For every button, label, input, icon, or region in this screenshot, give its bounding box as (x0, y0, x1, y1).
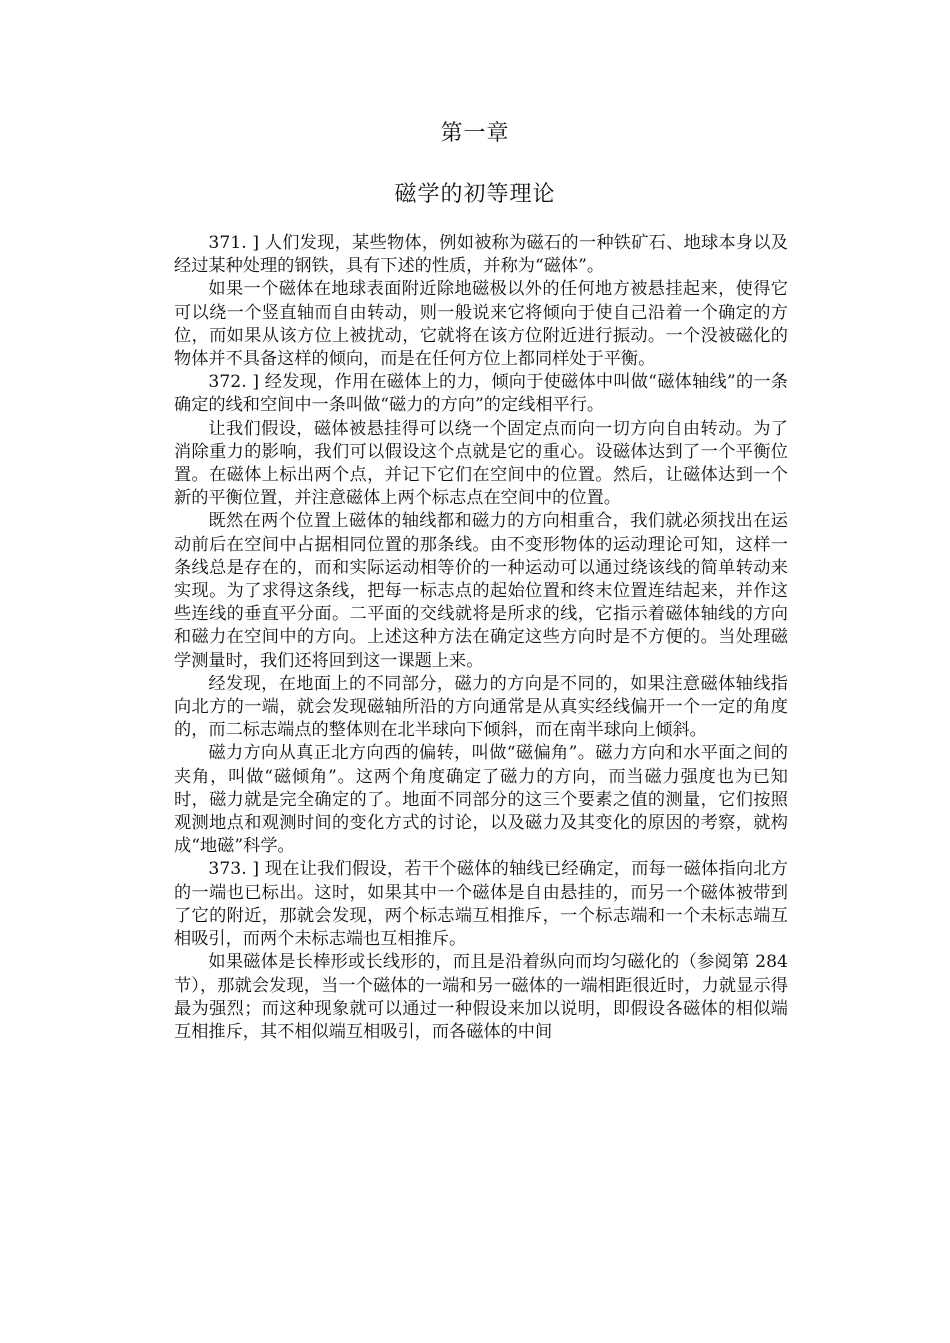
chapter-title: 第一章 (440, 121, 510, 146)
paragraph: 经发现，在地面上的不同部分，磁力的方向是不同的，如果注意磁体轴线指向北方的一端，就会发现磁轴所沿的方向通常是从真实经线偏开一个一定的角度的，而二标志端点的整体则在北半球向下倾斜，而在南半球向上倾斜。 (174, 673, 788, 741)
body-text (174, 232, 788, 1044)
paragraph-372: 372. ] 经发现，作用在磁体上的力，倾向于使磁体中叫做“磁体轴线”的一条确定的线和空间中一条叫做“磁力的方向”的定线相平行。 (174, 372, 788, 416)
paragraph: 磁力方向从真正北方向西的偏转，叫做“磁偏角”。磁力方向和水平面之间的夹角，叫做“磁倾角”。这两个角度确定了磁力的方向，而当磁力强度也为已知时，磁力就是完全确定的了。地面不同部分的这三个要素之值的测量，它们按照观测地点和观测时间的变化方式的讨论，以及磁力及其变化的原因的考察，就构成“地磁”科学。 (174, 743, 788, 857)
paragraph: 既然在两个位置上磁体的轴线都和磁力的方向相重合，我们就必须找出在运动前后在空间中占据相同位置的那条线。由不变形物体的运动理论可知，这样一条线总是存在的，而和实际运动相等价的一种运动可以通过绕该线的简单转动来实现。为了求得这条线，把每一标志点的起始位置和终末位置连结起来，并作这些连线的垂直平分面。二平面的交线就将是所求的线，它指示着磁体轴线的方向和磁力在空间中的方向。上述这种方法在确定这些方向时是不方便的。当处理磁学测量时，我们还将回到这一课题上来。 (174, 511, 788, 671)
paragraph: 让我们假设，磁体被悬挂得可以绕一个固定点而向一切方向自由转动。为了消除重力的影响，我们可以假设这个点就是它的重心。设磁体达到了一个平衡位置。在磁体上标出两个点，并记下它们在空间中的位置。然后，让磁体达到一个新的平衡位置，并注意磁体上两个标志点在空间中的位置。 (174, 418, 788, 509)
paragraph-371: 371. ] 人们发现，某些物体，例如被称为磁石的一种铁矿石、地球本身以及经过某种处理的钢铁，具有下述的性质，并称为“磁体”。 (174, 233, 788, 277)
paragraph: 如果一个磁体在地球表面附近除地磁极以外的任何地方被悬挂起来，使得它可以绕一个竖直轴而自由转动，则一般说来它将倾向于使自己沿着一个确定的方位，而如果从该方位上被扰动，它就将在该方位附近进行振动。一个没被磁化的物体并不具备这样的倾向，而是在任何方位上都同样处于平衡。 (174, 279, 788, 370)
paragraph-373: 373. ] 现在让我们假设，若干个磁体的轴线已经确定，而每一磁体指向北方的一端也已标出。这时，如果其中一个磁体是自由悬挂的，而另一个磁体被带到了它的附近，那就会发现，两个标志端互相推斥，一个标志端和一个未标志端互相吸引，而两个未标志端也互相推斥。 (174, 859, 788, 950)
chapter-subtitle: 磁学的初等理论 (394, 182, 556, 207)
paragraph: 如果磁体是长棒形或长线形的，而且是沿着纵向而均匀磁化的（参阅第 284 节），那就会发现，当一个磁体的一端和另一磁体的一端相距很近时，力就显示得最为强烈；而这种现象就可以通过一种假设来加以说明，即假设各磁体的相似端互相推斥，其不相似端互相吸引，而各磁体的中间 (174, 952, 788, 1042)
